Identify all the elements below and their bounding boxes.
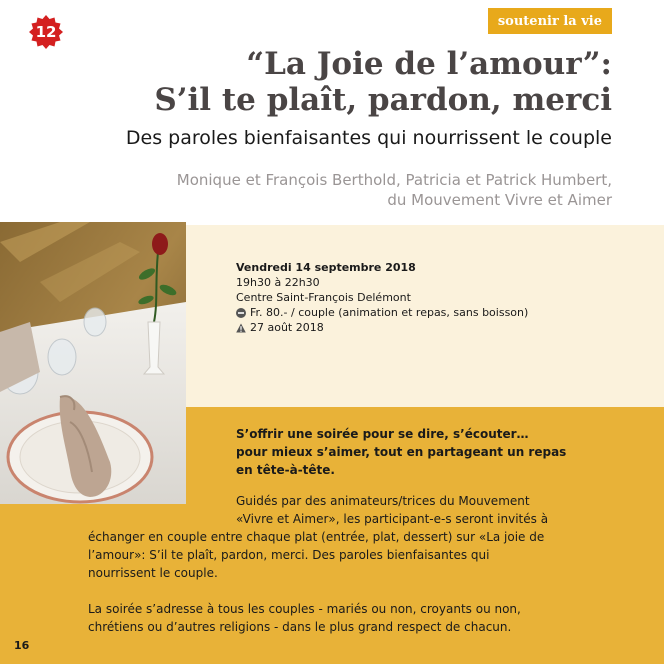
event-time: 19h30 à 22h30 [236, 276, 320, 289]
title-line-1: “La Joie de l’amour”: [246, 46, 612, 82]
warning-triangle-icon [236, 323, 246, 333]
authors-line-2: du Mouvement Vivre et Aimer [387, 191, 612, 209]
event-place: Centre Saint-François Delémont [236, 291, 411, 304]
body-text [88, 492, 558, 636]
event-date: Vendredi 14 septembre 2018 [236, 261, 416, 274]
body-paragraph-3: La soirée s’adresse à tous les couples - mariés ou non, croyants ou non, chrétiens ou d’autres religions - dans le plus grand respect de chacun. [88, 602, 521, 634]
authors [177, 170, 612, 210]
event-info [236, 260, 528, 335]
intro-line-1: S’offrir une soirée pour se dire, s’écouter… [236, 427, 529, 441]
table-setting-photo [0, 222, 186, 504]
page-title [154, 46, 612, 118]
intro-line-2: pour mieux s’aimer, tout en partageant un repas [236, 445, 567, 459]
authors-line-1: Monique et François Berthold, Patricia et Patrick Humbert, [176, 171, 612, 189]
body-paragraph-2: échanger en couple entre chaque plat (entrée, plat, dessert) sur «La joie de l’amour»: S’il te plaît, pardon, merci. Des paroles bienfaisantes qui nourrissent le couple. [88, 530, 545, 580]
intro-line-3: en tête-à-tête. [236, 463, 335, 477]
title-line-2: S’il te plaît, pardon, merci [154, 82, 612, 118]
event-price: Fr. 80.- / couple (animation et repas, sans boisson) [250, 306, 529, 319]
page-number: 16 [14, 639, 30, 652]
body-paragraph-1: Guidés par des animateurs/trices du Mouvement «Vivre et Aimer», les participant-e-s seront invités à [236, 494, 549, 526]
section-tag: soutenir la vie [488, 8, 612, 34]
event-price-row [236, 305, 528, 320]
number-badge [28, 14, 64, 50]
event-deadline-row [236, 320, 528, 335]
intro-text [236, 425, 576, 479]
event-deadline: 27 août 2018 [250, 321, 324, 334]
subtitle: Des paroles bienfaisantes qui nourrissent le couple [125, 127, 612, 149]
price-circle-icon [236, 308, 246, 318]
badge-number: 12 [35, 23, 57, 41]
